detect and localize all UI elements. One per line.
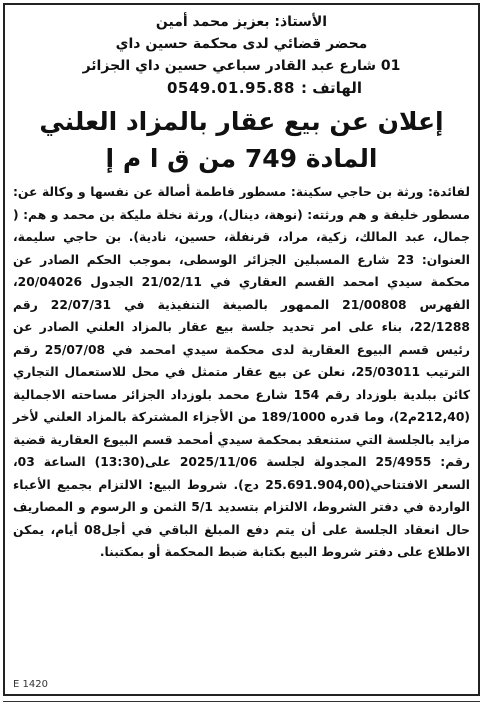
announcement-body: لفائدة: ورثة بن حاجي سكينة: مسطور فاطمة أصالة عن نفسها و وكالة عن: مسطور خليفة و هم ورثته: (نوهة، دينال)، ورثة نخلة مليكة بن محمد و هم: ( جمال، عبد المالك، زكية، مراد، قرنفلة، حسين، نادية). بن حاجي سليمة، العنوان: 23 شارع المسبلين الجزائر الوسطى، بموجب الحكم الصادر عن محكمة سيدي امحمد القسم العقاري في 21/02/11 الجدول 20/04026، الفهرس 21/00808 الممهور بالصيغة التنفيذية في 22/07/31 رقم 22/1288، بناء على امر تحديد جلسة بيع عقار بالمزاد العلني الصادر عن رئيس قسم البيوع العقارية لدى محكمة سيدي امحمد في 25/07/08 رقم الترتيب 25/03011، نعلن عن بيع عقار متمثل في محل للاستعمال التجاري كائن ببلدية بلوزداد رقم 154 شارع محمد بلوزداد الجزائر مساحته الاجمالية (212,40م2)، وما قدره 189/1000 من الأجزاء المشتركة بالمزاد العلني لأخر مزايد بالجلسة التي ستنعقد بمحكمة سيدي أمحمد قسم البيوع العقارية قضية رقم: 25/4955 المجدولة لجلسة 2025/11/06 على(13:30) الساعة 03، السعر الافتتاحي(25.691.904,00 دج). شروط البيع: الالتزام بجميع الأعباء الواردة في دفتر الشروط، الالتزام بتسديد 5/1 الثمن و الرسوم و المصاريف حال انعقاد الجلسة على أن يتم دفع المبلغ الباقي في أجل08 أيام، يمكن الاطلاع على دفتر شروط البيع بكتابة ضبط المحكمة أو بمكتبنا. (13, 185, 471, 559)
announcement-frame (3, 3, 480, 696)
bailiff-name: الأستاذ: بعزيز محمد أمين (155, 14, 328, 30)
phone-number: 0549.01.95.88 (167, 79, 295, 97)
announcement-title: إعلان عن بيع عقار بالمزاد العلني (39, 107, 444, 136)
bailiff-court-role: محضر قضائي لدى محكمة حسين داي (115, 36, 368, 52)
phone-label: الهاتف : (300, 79, 362, 97)
bailiff-phone-row (15, 77, 468, 99)
bailiff-header (5, 5, 478, 99)
legal-article-reference: المادة 749 من ق ا م إ (105, 144, 378, 173)
bailiff-address: 01 شارع عبد القادر سباعي حسين داي الجزائر (82, 58, 401, 74)
publication-code: E 1420 (13, 679, 48, 690)
bottom-divider (3, 701, 480, 702)
